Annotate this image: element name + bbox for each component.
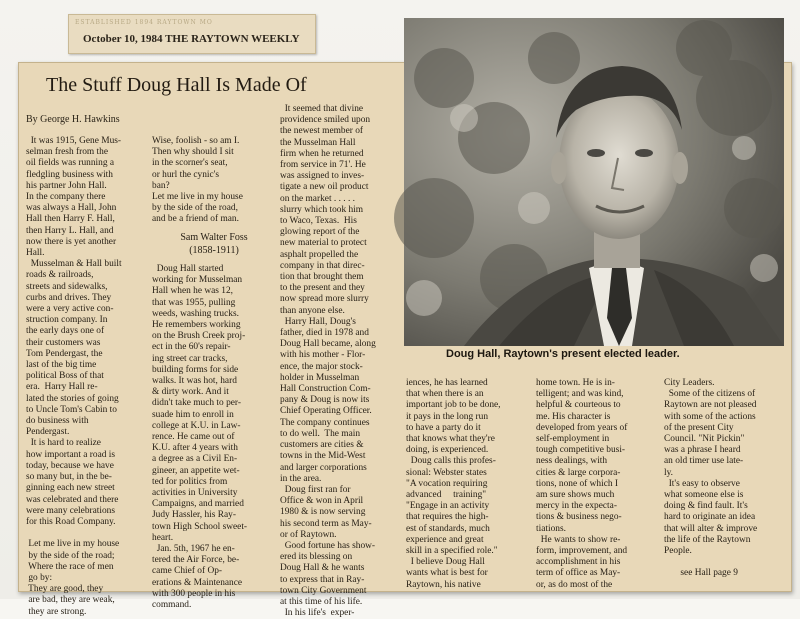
photo-caption: Doug Hall, Raytown's present elected leader. xyxy=(446,348,680,360)
article-headline: The Stuff Doug Hall Is Made Of xyxy=(46,74,307,96)
article-column-1: It was 1915, Gene Mus- selman fresh from the oil fields was running a fledgling business with his partner John Hall. In the company there was always a Hall, John Hall then Harry F. Hall, then Harry L. Hall, and now there is yet another Hall. Musselman & Hall built roads & railroads, streets and sidewalks, curbs and drives. They were a very active con- struction company. In the early days one of their customers was Tom Pendergast, the last of the big time political Boss of that era. Harry Hall re- lated the stories of going to Uncle Tom's Cabin to do business with Pendergast. It is hard to realize how important a road is today, because we have so many but, in the be- ginning each new street was celebrated and there were many celebrations for this Road Company. Let me live in my house by the side of the road; Where the race of men go by: They are good, they are bad, they are weak, they are strong. xyxy=(26,136,122,617)
article-column-4: iences, he has learned that when there is an important job to be done, it pays in the long run to have a party do it that knows what they're doing, is experienced. Doug calls this profes- sional: Webster states "A vocation requiring advanced training" "Engage in an activity that requires the high- est of standards, much experience and great skill in a specified role." I believe Doug Hall wants what is best for Raytown, his native xyxy=(406,378,501,590)
poem-author: Sam Walter Foss xyxy=(180,232,248,243)
masthead-faint-text: ESTABLISHED 1894 RAYTOWN MO xyxy=(75,19,213,26)
masthead-strip xyxy=(68,14,316,54)
article-column-3: It seemed that divine providence smiled upon the newest member of the Musselman Hall firm when he returned from service in 71'. He was assigned to inves- tigate a new oil product on the market . . . . . slurry which took him to Waco, Texas. His glowing report of the new material to protect asphalt propelled the company in that direc- tion that brought them to the present and they now spread more slurry than anyone else. Harry Hall, Doug's father, died in 1978 and Doug Hall became, along with his mother - Flor- ence, the major stock- holder in Musselman Hall Construction Com- pany & Doug is now its Chief Operating Officer. The company continues to do well. The main customers are cities & towns in the Mid-West and larger corporations in the area. Doug first ran for Office & won in April 1980 & is now serving his second term as May- or of Raytown. Good fortune has show- ered its blessing on Doug Hall & he wants to express that in Ray- town City Government at this time of his life. In his life's exper- xyxy=(280,104,376,619)
article-column-2: Doug Hall started working for Musselman Hall when he was 12, that was 1955, pulling weeds, washing trucks. He remembers working on the Brush Creek proj- ect in the 60's repair- ing street car tracks, building forms for side walks. It was hot, hard & dirty work. And it didn't take much to per- suade him to enroll in college at K.U. in Law- rence. He came out of K.U. after 4 years with a degree as a Civil En- gineer, an appetite wet- ted for politics from activities in University Campaigns, and married Judy Hassler, his Ray- town High School sweet- heart. Jan. 5th, 1967 he en- tered the Air Force, be- came Chief of Op- erations & Maintenance with 300 people in his command. xyxy=(152,264,248,611)
article-column-5: home town. He is in- telligent; and was kind, helpful & courteous to me. His character is developed from years of self-employment in tough competitive busi- ness dealings, with cities & large corpora- tions, none of which I am sure shows much mercy in the expecta- tions & business nego- tiations. He wants to show re- form, improvement, and accomplishment in his term of office as May- or, as do most of the xyxy=(536,378,628,590)
article-byline: By George H. Hawkins xyxy=(26,114,120,125)
article-column-6: City Leaders. Some of the citizens of Raytown are not pleased with some of the actions of the present City Council. "Nit Pickin" was a phrase I heard an old timer use late- ly. It's easy to observe what someone else is doing & find fault. It's hard to originate an idea that will alter & improve the life of the Raytown People. see Hall page 9 xyxy=(664,378,758,579)
portrait-photo-image xyxy=(404,18,784,346)
masthead-dateline: October 10, 1984 THE RAYTOWN WEEKLY xyxy=(83,33,300,45)
article-column-2-poem: Wise, foolish - so am I. Then why should I sit in the scorner's seat, or hurl the cynic's ban? Let me live in my house by the side of the road, and be a friend of man. xyxy=(152,136,243,225)
portrait-photo xyxy=(404,18,784,346)
poem-author-years: (1858-1911) xyxy=(189,245,239,256)
